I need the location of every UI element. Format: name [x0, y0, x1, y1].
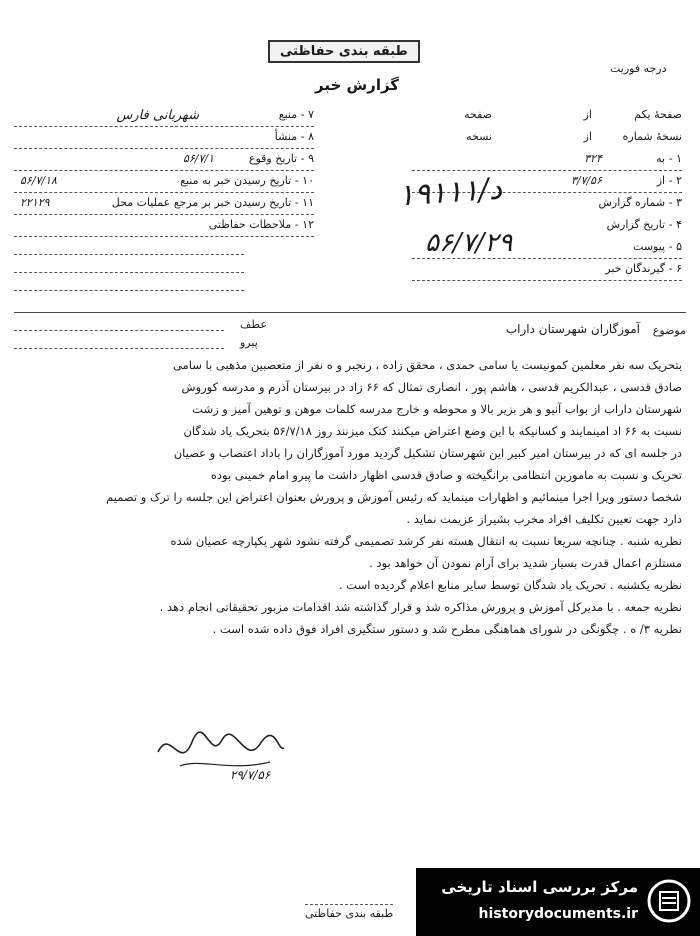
handwritten-date: ۵۶/۷/۲۹ [425, 228, 513, 258]
handwritten-number: ۱۹۱۱۱/د [396, 171, 504, 214]
subject-label: موضوع [652, 324, 686, 337]
body-line: نظریه یکشنبه . تحریک یاد شدگان توسط سایر منابع اعلام گردیده است . [338, 578, 682, 592]
field-label: ۳ - شماره گزارش [598, 196, 682, 209]
subject-value: آموزگاران شهرستان داراب [505, 322, 640, 336]
left-field-row [14, 152, 314, 171]
field-label: از [583, 108, 592, 121]
signature [150, 722, 290, 792]
logo-url: historydocuments.ir [478, 906, 638, 922]
field-label: ۸ - منشأ [274, 130, 314, 143]
field-value: ۳۲۴ [584, 152, 602, 165]
field-label: ۹ - تاریخ وقوع [248, 152, 314, 165]
field-label: ۷ - منبع [278, 108, 314, 121]
archive-emblem-icon [646, 878, 692, 924]
ref-bottom-label: پیرو [240, 336, 258, 349]
body-line: شخصا دستور ویرا اجرا مینمائیم و اظهارات مینماید که رئیس آموزش و پرورش بعنوان اعتراض این جلسه را ترک و تصمیم [106, 490, 682, 504]
field-label: ۵ - پیوست [633, 240, 682, 253]
field-value: ۵۶/۷/۱ [182, 152, 214, 165]
field-label: از [583, 130, 592, 143]
field-value: ۵۶/۷/۱۸ [20, 174, 57, 187]
field-label: ۱ - به [656, 152, 682, 165]
blank-line [14, 272, 244, 273]
priority-label: درجه فوریت [610, 62, 667, 75]
logo-text: مرکز بررسی اسناد تاریخی [441, 878, 638, 896]
right-field-row [412, 108, 682, 126]
right-field-row [412, 130, 682, 148]
bottom-classification-stamp: طبقه بندی حفاظتی [305, 904, 393, 920]
report-body [18, 360, 682, 646]
ref-bottom-line [14, 348, 224, 349]
body-line: مستلزم اعمال قدرت بسیار شدید برای آرام نمودن آن خواهد بود . [369, 556, 682, 570]
left-field-row [14, 130, 314, 149]
body-line: نظریه شنبه . چنانچه سریعا نسبت به انتقال هسته نفر کرشد تصمیمی گرفته نشود شهر یکپارچه عصیان شده [170, 534, 682, 548]
body-line: تحریک و نسبت به مامورین انتظامی برانگیخته و صادق قدسی اظهار داشت ما پیرو امام خمینی بوده [210, 468, 682, 482]
field-label: ۱۱ - تاریخ رسیدن خبر بر مرجع عملیات محل [111, 196, 314, 209]
right-field-row [412, 152, 682, 171]
body-line: دارد جهت تعیین تکلیف افراد مخرب بشیراز عزیمت نماید . [406, 512, 682, 526]
separator-line [14, 312, 686, 313]
field-label: ۴ - تاریخ گزارش [606, 218, 682, 231]
ref-top-line [14, 330, 224, 331]
body-line: شهرستان داراب از بواب آنیو و هر بزیر بالا و محوطه و خارج مدرسه کلمات موهن و توهین آمیز و زشت [192, 402, 682, 416]
left-field-row [14, 196, 314, 215]
body-line: صادق قدسی ، عبدالکریم قدسی ، هاشم پور ، انصاری تمثال که ۶۶ زاد در بیرستان آذرم و مدرسه کوروش [181, 380, 682, 394]
field-label: ۱۲ - ملاحظات حفاظتی [208, 218, 314, 231]
field-label: صفحه [464, 108, 492, 121]
field-label: ۱۰ - تاریخ رسیدن خبر به منبع [180, 174, 314, 187]
field-label: ۲ - از [656, 174, 682, 187]
body-line: نسبت به ۶۶ اد امینمایند و کسانیکه با این وضع اعتراض میکنند کتک میزنند روز ۵۶/۷/۱۸ بتحریک یاد شدگان [183, 424, 682, 438]
left-field-row [14, 174, 314, 193]
signature-date: ۲۹/۷/۵۶ [230, 768, 271, 782]
field-label: نسخهٔ شماره [622, 130, 682, 143]
right-field-row [412, 262, 682, 281]
field-label: صفحهٔ یکم [634, 108, 682, 121]
left-field-row [14, 108, 314, 127]
body-line: نظریه ۳/ ه . چگونگی در شورای هماهنگی مطرح شد و دستور ستگیری افراد فوق داده شده است . [212, 622, 682, 636]
field-label: ۶ - گیرندگان خبر [605, 262, 682, 275]
body-line: بتحریک سه نفر معلمین کمونیست یا سامی حمدی ، محقق زاده ، رنجبر و ه نفر از متعصبین مذهبی با سامی [172, 358, 682, 372]
ref-top-label: عطف [240, 318, 267, 331]
footer-logo [416, 868, 700, 936]
left-field-block [14, 108, 314, 238]
field-value: ۳/۷/۵۶ [570, 174, 602, 187]
report-title: گزارش خبر [315, 76, 400, 94]
body-line: در جلسه ای که در بیرستان امیر کبیر این شهرستان تشکیل گردید مورد آموزگاران را باداد اعتصاب و عصیان [173, 446, 682, 460]
blank-line [14, 254, 244, 255]
field-value: ۲۲۱۲۹ [20, 196, 50, 209]
classification-stamp: طبقه بندی حفاظتی [268, 40, 420, 63]
left-field-row [14, 218, 314, 237]
field-label: نسخه [466, 130, 492, 143]
blank-line [14, 290, 244, 291]
body-line: نظریه جمعه . با مدیرکل آموزش و پرورش مذاکره شد و قرار گذاشته شد اقدامات مزبور تحقیقاتی انجام دهد . [159, 600, 682, 614]
field-value: شهربانی فارس [116, 108, 199, 123]
